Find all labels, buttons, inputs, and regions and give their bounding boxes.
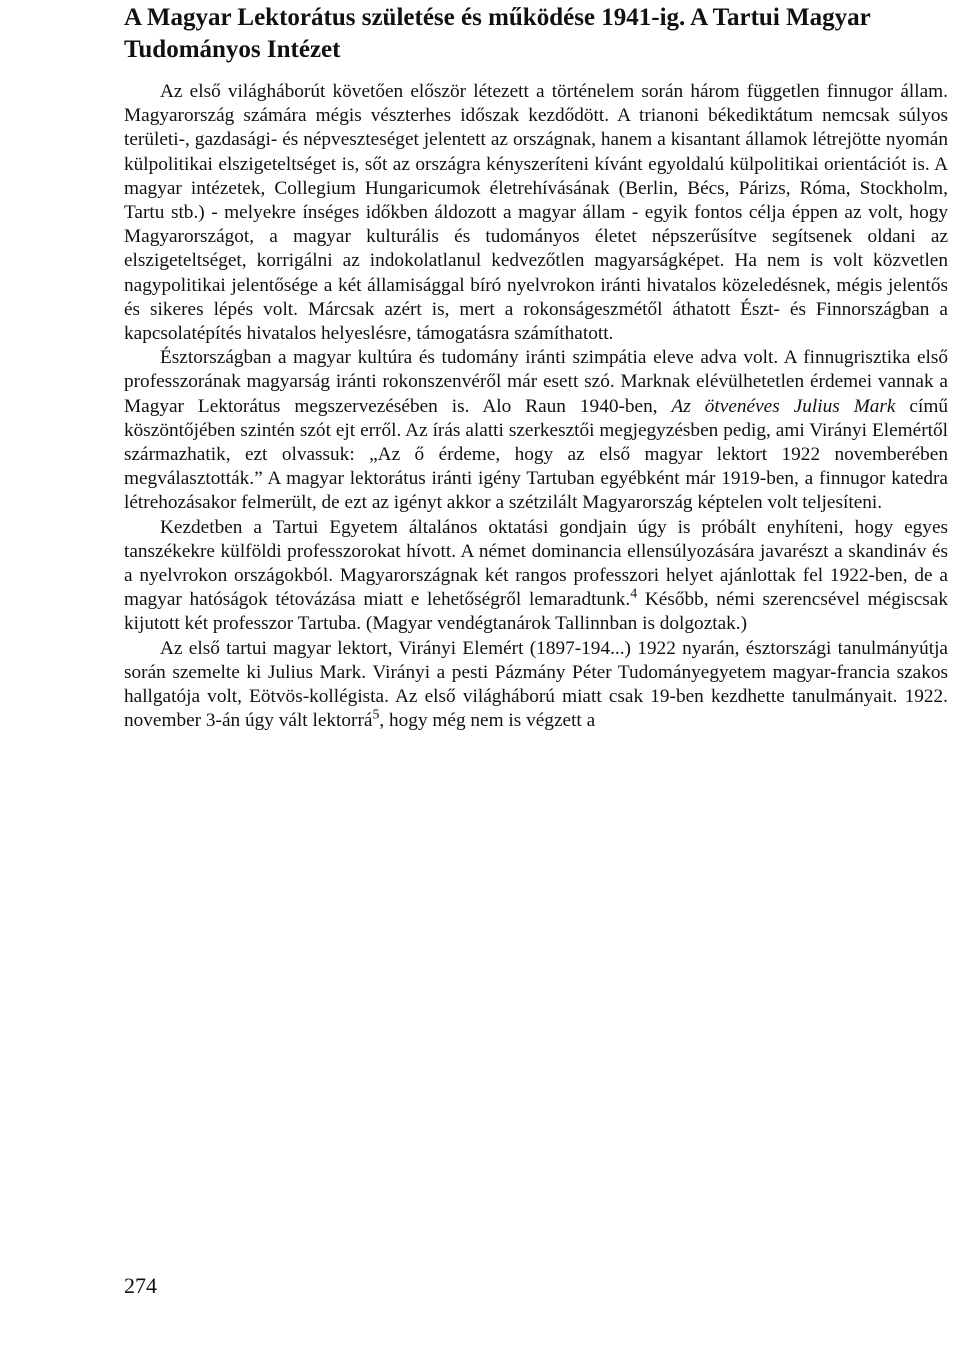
paragraph-2-text-b: című köszöntőjében szintén szót ejt erről. Az írás alatti szerkesztői megjegyzésben pedig, ami Virányi Elemértől származhatik, ezt olvassuk: „Az ő érdeme, hogy az első magyar lektort 1922 novemberében megválasztották.” A magyar lektorátus iránti igény Tartuban egyébként már 1919-ben, a finnugor katedra létrehozásakor felmerült, de ezt az igényt akkor a szétzilált Magyarország képtelen volt teljesíteni.: [124, 395, 948, 514]
paragraph-2-text-a: Észtországban a magyar kultúra és tudomány iránti szimpátia eleve adva volt. A finnugrisztika első professzorának magyarság iránti rokonszenvéről már esett szó. Marknak elévülhetetlen érdemei vannak a Magyar Lektorátus megszervezésében is. Alo Raun 1940-ben,: [124, 347, 948, 417]
article-title-italic: Az ötvenéves Julius Mark: [671, 395, 896, 417]
paragraph-1: [124, 80, 948, 346]
paragraph-2: [124, 346, 948, 515]
paragraph-4: [124, 637, 948, 734]
chapter-title: A Magyar Lektorátus születése és működése 1941-ig. A Tartui Magyar Tudományos Intézet: [124, 4, 871, 63]
paragraph-3: [124, 516, 948, 637]
body-text: [124, 80, 948, 733]
paragraph-3-text-b: Később, némi szerencsével mégiscsak kijutott két professzor Tartuba. (Magyar vendégtanárok Tallinnban is dolgoztak.): [124, 589, 948, 635]
footnote-ref-5: 5: [372, 707, 380, 723]
paragraph-4-text-b: , hogy még nem is végzett a: [379, 710, 596, 732]
paragraph-3-text-a: Kezdetben a Tartui Egyetem általános oktatási gondjain úgy is próbált enyhíteni, hogy egyes tanszékekre külföldi professzorokat hívott. A német dominancia ellensúlyozására javarészt a skandináv és a nyelvrokon országokból. Magyarországnak két rangos professzori helyet ajánlottak fel 1922-ben, de a magyar hatóságok tétovázása miatt e lehetőségről lemaradtunk.: [124, 516, 948, 611]
paragraph-1-text: Az első világháborút követően először létezett a történelem során három független finnugor állam. Magyarország számára mégis vészterhes időszak kezdődött. A trianoni békediktátum nemcsak súlyos területi-, gazdasági- és népveszteséget jelentett az országnak, hanem a kisantant államok létrejötte nyomán külpolitikai elszigeteltséget is, sőt az országra kényszeríteni kívánt egyoldalú külpolitikai orientációt is. A magyar intézetek, Collegium Hungaricumok életrehívásának (Berlin, Bécs, Párizs, Róma, Stockholm, Tartu stb.) - melyekre ínséges időkben áldozott a magyar állam - egyik fontos célja éppen az volt, hogy Magyarországot, a magyar kulturális és tudományos életet népszerűsítve segítsenek oldani az elszigeteltséget, korrigálni az indokolatlanul kedvezőtlen magyarságképet. Ha nem is volt közvetlen nagypolitikai jelentősége a két államisággal bíró nyelvrokon iránti hivatalos közeledésnek, mégis jelentős és sikeres lépés volt. Márcsak azért is, mert a rokonságeszmétől áthatott Észt- és Finnországban a kapcsolatépítés hivatalos helyeslésre, támogatásra számíthatott.: [124, 81, 948, 345]
page-number: 274: [124, 1273, 157, 1298]
footnote-ref-4: 4: [630, 586, 638, 602]
paragraph-4-text-a: Az első tartui magyar lektort, Virányi Elemért (1897-194...) 1922 nyarán, észtországi tanulmányútja során szemelte ki Julius Mark. Virányi a pesti Pázmány Péter Tudományegyetem magyar-francia szakos hallgatója volt, Eötvös-kollégista. Az első világháború miatt csak 19-ben kezdhette tanulmányait. 1922. november 3-án úgy vált lektorrá: [124, 637, 948, 732]
